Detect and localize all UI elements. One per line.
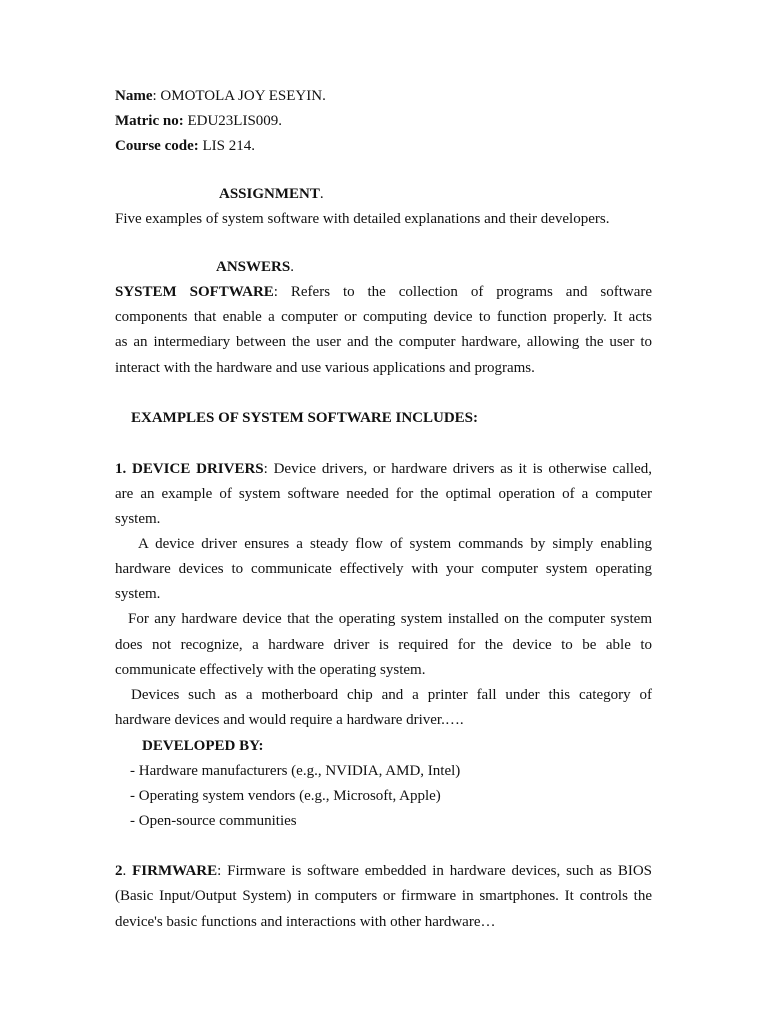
examples-heading: EXAMPLES OF SYSTEM SOFTWARE INCLUDES:	[131, 410, 478, 426]
paragraph-line: system.	[115, 511, 161, 527]
paragraph-line: does not recognize, a hardware driver is required for the device to be able to	[115, 637, 652, 653]
paragraph-line: (Basic Input/Output System) in computers or firmware in smartphones. It controls the	[115, 888, 652, 904]
assignment-heading: ASSIGNMENT.	[219, 186, 324, 202]
paragraph-line: hardware devices and would require a hardware driver.….	[115, 712, 464, 728]
device-drivers-title: 1. DEVICE DRIVERS	[115, 461, 264, 477]
paragraph-line: A device driver ensures a steady flow of system commands by simply enabling	[138, 536, 652, 552]
definition-term: SYSTEM SOFTWARE	[115, 284, 274, 300]
course-code-line	[115, 137, 652, 155]
paragraph-line: For any hardware device that the operating system installed on the computer system	[128, 611, 652, 627]
name-value: : OMOTOLA JOY ESEYIN.	[152, 88, 326, 104]
system-software-definition-line: SYSTEM SOFTWARE: Refers to the collection of programs and software	[115, 284, 653, 300]
developer-list-item: - Hardware manufacturers (e.g., NVIDIA, AMD, Intel)	[130, 763, 461, 779]
matric-line	[115, 112, 652, 130]
answers-heading: ANSWERS.	[216, 259, 294, 275]
assignment-question: Five examples of system software with detailed explanations and their developers.	[115, 211, 610, 227]
name-label: Name	[115, 88, 153, 104]
course-value: LIS 214.	[198, 138, 255, 154]
developer-list-item: - Operating system vendors (e.g., Microsoft, Apple)	[130, 788, 441, 804]
paragraph-line: hardware devices to communicate effectively with your computer system operating	[115, 561, 652, 577]
definition-line: interact with the hardware and use various applications and programs.	[115, 360, 535, 376]
paragraph-line: system.	[115, 586, 161, 602]
paragraph-line: device's basic functions and interactions with other hardware…	[115, 914, 496, 930]
definition-line: as an intermediary between the user and the computer hardware, allowing the user to	[115, 334, 652, 350]
student-name-line	[115, 87, 652, 105]
paragraph-line: communicate effectively with the operating system.	[115, 662, 426, 678]
developer-list-item: - Open-source communities	[130, 813, 297, 829]
developed-by-heading: DEVELOPED BY:	[142, 738, 264, 754]
firmware-title-line: 2. FIRMWARE: Firmware is software embedded in hardware devices, such as BIOS	[115, 863, 652, 879]
firmware-title: FIRMWARE	[132, 863, 218, 879]
course-label: Course code:	[115, 138, 199, 154]
matric-value: EDU23LIS009.	[183, 113, 283, 129]
paragraph-line: Devices such as a motherboard chip and a printer fall under this category of	[131, 687, 652, 703]
matric-label: Matric no:	[115, 113, 184, 129]
device-drivers-title-line: 1. DEVICE DRIVERS: Device drivers, or hardware drivers as it is otherwise called,	[115, 461, 652, 477]
definition-line: components that enable a computer or computing device to function properly. It acts	[115, 309, 652, 325]
paragraph-line: are an example of system software needed for the optimal operation of a computer	[115, 486, 652, 502]
